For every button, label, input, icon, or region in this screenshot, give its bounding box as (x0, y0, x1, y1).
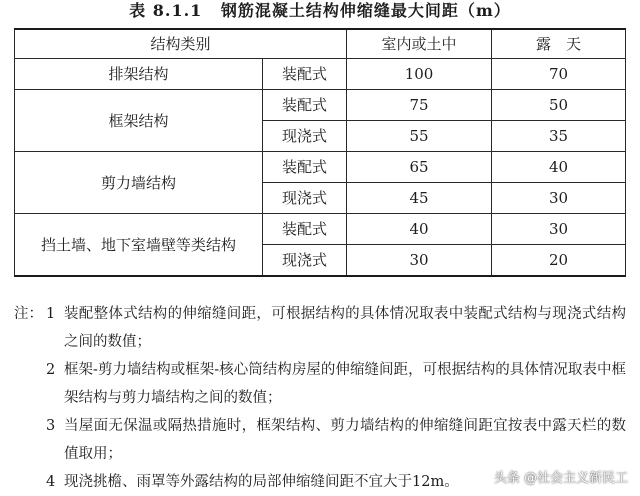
note-number: 4 (46, 474, 56, 490)
note-number: 3 (46, 418, 56, 434)
outdoor-value-cell: 20 (492, 245, 626, 277)
subtype-cell: 现浇式 (263, 121, 347, 152)
note-text: 现浇挑檐、雨罩等外露结构的局部伸缩缝间距不宜大于12m。 (64, 474, 459, 490)
outdoor-value-cell: 30 (492, 183, 626, 214)
table-row (15, 90, 626, 121)
category-cell: 排架结构 (15, 59, 263, 90)
header-outdoor: 露 天 (492, 29, 626, 59)
note-text: 当屋面无保温或隔热措施时，框架结构、剪力墙结构的伸缩缝间距宜按表中露天栏的数值取用； (64, 418, 626, 462)
outdoor-value-cell: 35 (492, 121, 626, 152)
note-text: 框架-剪力墙结构或框架-核心筒结构房屋的伸缩缝间距，可根据结构的具体情况取表中框架结构与剪力墙结构之间的数值； (64, 362, 626, 406)
subtype-cell: 现浇式 (263, 183, 347, 214)
note-item (14, 356, 626, 412)
indoor-value-cell: 75 (347, 90, 492, 121)
indoor-value-cell: 100 (347, 59, 492, 90)
table-title (0, 0, 640, 22)
note-number: 2 (46, 362, 56, 378)
header-structure-type: 结构类别 (15, 29, 347, 59)
header-indoor: 室内或土中 (347, 29, 492, 59)
indoor-value-cell: 30 (347, 245, 492, 277)
table-row (15, 214, 626, 245)
category-cell: 挡土墙、地下室墙壁等类结构 (15, 214, 263, 277)
note-number: 1 (46, 306, 56, 322)
note-item (14, 300, 626, 356)
outdoor-value-cell: 70 (492, 59, 626, 90)
table-caption: 钢筋混凝土结构伸缩缝最大间距（m） (220, 1, 511, 20)
note-item (14, 412, 626, 468)
subtype-cell: 装配式 (263, 59, 347, 90)
watermark: 头条 @社会主义新民工 (493, 471, 628, 486)
notes-prefix: 注： (14, 306, 43, 322)
expansion-joint-table (14, 28, 626, 277)
table-number: 表 8.1.1 (129, 1, 203, 20)
outdoor-value-cell: 40 (492, 152, 626, 183)
subtype-cell: 装配式 (263, 152, 347, 183)
indoor-value-cell: 45 (347, 183, 492, 214)
category-cell: 框架结构 (15, 90, 263, 152)
indoor-value-cell: 55 (347, 121, 492, 152)
outdoor-value-cell: 30 (492, 214, 626, 245)
table-row (15, 152, 626, 183)
indoor-value-cell: 40 (347, 214, 492, 245)
subtype-cell: 装配式 (263, 90, 347, 121)
subtype-cell: 现浇式 (263, 245, 347, 277)
subtype-cell: 装配式 (263, 214, 347, 245)
category-cell: 剪力墙结构 (15, 152, 263, 214)
outdoor-value-cell: 50 (492, 90, 626, 121)
header-row (15, 29, 626, 59)
note-text: 装配整体式结构的伸缩缝间距，可根据结构的具体情况取表中装配式结构与现浇式结构之间的数值； (64, 306, 626, 350)
indoor-value-cell: 65 (347, 152, 492, 183)
table-row (15, 59, 626, 90)
